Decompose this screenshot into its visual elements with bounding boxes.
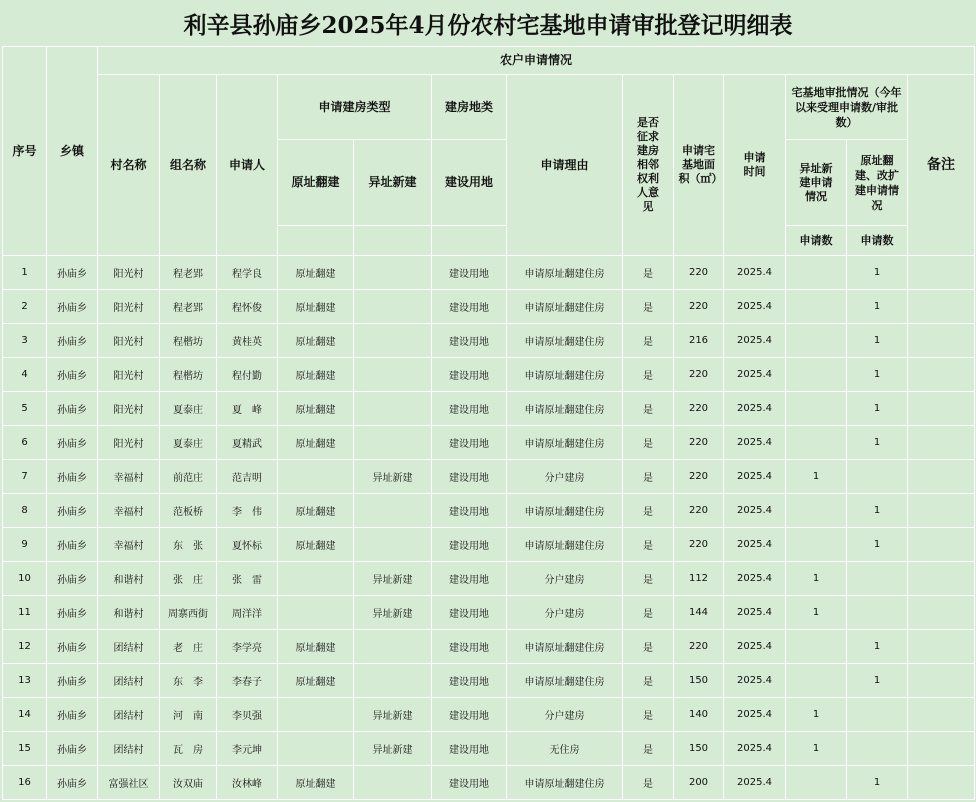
row-neighbor-consent[interactable]: 是 <box>623 494 674 528</box>
row-land-class[interactable]: 建设用地 <box>432 596 507 630</box>
row-seq[interactable]: 12 <box>3 630 47 664</box>
row-group[interactable]: 范板桥 <box>160 494 217 528</box>
row-remarks[interactable] <box>908 562 975 596</box>
row-area[interactable]: 220 <box>674 494 724 528</box>
table-row <box>3 698 975 732</box>
row-group[interactable]: 河 南 <box>160 698 217 732</box>
table-body <box>3 256 975 800</box>
row-new-site[interactable] <box>354 324 432 358</box>
row-remarks[interactable] <box>908 732 975 766</box>
row-seq[interactable]: 3 <box>3 324 47 358</box>
header-build-type: 申请建房类型 <box>278 75 432 140</box>
row-seq[interactable]: 8 <box>3 494 47 528</box>
header-area: 申请宅基地面积（㎡） <box>674 75 724 256</box>
row-reason[interactable]: 分户建房 <box>507 698 623 732</box>
row-area[interactable]: 140 <box>674 698 724 732</box>
row-applicant[interactable]: 李春子 <box>217 664 278 698</box>
row-remarks[interactable] <box>908 698 975 732</box>
row-new-site[interactable] <box>354 426 432 460</box>
row-new-site[interactable]: 异址新建 <box>354 460 432 494</box>
table-row <box>3 630 975 664</box>
row-new-site[interactable] <box>354 664 432 698</box>
row-seq[interactable]: 9 <box>3 528 47 562</box>
row-applicant[interactable]: 周洋洋 <box>217 596 278 630</box>
header-approval-group: 宅基地审批情况（今年以来受理申请数/审批数） <box>786 75 908 140</box>
row-rebuild[interactable] <box>278 732 354 766</box>
row-applicant[interactable]: 李 伟 <box>217 494 278 528</box>
row-approval-rebuild[interactable] <box>847 460 908 494</box>
header-count-rebuild: 申请数 <box>847 226 908 256</box>
row-area[interactable]: 220 <box>674 290 724 324</box>
table-row <box>3 732 975 766</box>
row-approval-new[interactable] <box>786 630 847 664</box>
row-group[interactable]: 前范庄 <box>160 460 217 494</box>
header-count-new: 申请数 <box>786 226 847 256</box>
row-time[interactable]: 2025.4 <box>724 766 786 800</box>
row-time[interactable]: 2025.4 <box>724 562 786 596</box>
row-applicant[interactable]: 黄桂英 <box>217 324 278 358</box>
row-reason[interactable]: 申请原址翻建住房 <box>507 528 623 562</box>
row-applicant[interactable]: 汝林峰 <box>217 766 278 800</box>
row-seq[interactable]: 11 <box>3 596 47 630</box>
row-group[interactable]: 程楷坊 <box>160 358 217 392</box>
row-approval-new[interactable] <box>786 528 847 562</box>
row-rebuild[interactable]: 原址翻建 <box>278 256 354 290</box>
row-village[interactable]: 幸福村 <box>98 528 160 562</box>
row-approval-rebuild[interactable]: 1 <box>847 324 908 358</box>
row-time[interactable]: 2025.4 <box>724 664 786 698</box>
row-village[interactable]: 阳光村 <box>98 426 160 460</box>
row-neighbor-consent[interactable]: 是 <box>623 698 674 732</box>
row-seq[interactable]: 13 <box>3 664 47 698</box>
registration-table <box>2 46 975 800</box>
row-township[interactable]: 孙庙乡 <box>47 664 98 698</box>
row-remarks[interactable] <box>908 324 975 358</box>
row-township[interactable]: 孙庙乡 <box>47 630 98 664</box>
row-applicant[interactable]: 程怀俊 <box>217 290 278 324</box>
header-rebuild: 原址翻建 <box>278 140 354 226</box>
header-village: 村名称 <box>98 75 160 256</box>
row-applicant[interactable]: 程学良 <box>217 256 278 290</box>
table-row <box>3 460 975 494</box>
row-remarks[interactable] <box>908 630 975 664</box>
header-reason: 申请理由 <box>507 75 623 256</box>
row-land-class[interactable]: 建设用地 <box>432 426 507 460</box>
header-land-class-value: 建设用地 <box>432 140 507 226</box>
row-approval-new[interactable] <box>786 766 847 800</box>
row-group[interactable]: 程楷坊 <box>160 324 217 358</box>
table-row <box>3 596 975 630</box>
row-area[interactable]: 216 <box>674 324 724 358</box>
row-remarks[interactable] <box>908 494 975 528</box>
row-reason[interactable]: 分户建房 <box>507 460 623 494</box>
table-row <box>3 766 975 800</box>
row-reason[interactable]: 申请原址翻建住房 <box>507 630 623 664</box>
row-remarks[interactable] <box>908 596 975 630</box>
row-neighbor-consent[interactable]: 是 <box>623 324 674 358</box>
row-seq[interactable]: 7 <box>3 460 47 494</box>
row-applicant[interactable]: 张 雷 <box>217 562 278 596</box>
row-land-class[interactable]: 建设用地 <box>432 290 507 324</box>
row-township[interactable]: 孙庙乡 <box>47 698 98 732</box>
row-land-class[interactable]: 建设用地 <box>432 732 507 766</box>
row-applicant[interactable]: 李元坤 <box>217 732 278 766</box>
row-applicant[interactable]: 李学亮 <box>217 630 278 664</box>
row-remarks[interactable] <box>908 290 975 324</box>
row-reason[interactable]: 无住房 <box>507 732 623 766</box>
header-neighbor-consent: 是否征求建房相邻权利人意见 <box>623 75 674 256</box>
row-new-site[interactable]: 异址新建 <box>354 698 432 732</box>
header-group: 组名称 <box>160 75 217 256</box>
header-land-class: 建房地类 <box>432 75 507 140</box>
table-header <box>3 47 975 256</box>
row-village[interactable]: 团结村 <box>98 664 160 698</box>
row-village[interactable]: 阳光村 <box>98 392 160 426</box>
row-approval-new[interactable]: 1 <box>786 732 847 766</box>
row-time[interactable]: 2025.4 <box>724 256 786 290</box>
row-new-site[interactable]: 异址新建 <box>354 562 432 596</box>
row-new-site[interactable]: 异址新建 <box>354 596 432 630</box>
row-neighbor-consent[interactable]: 是 <box>623 426 674 460</box>
row-village[interactable]: 团结村 <box>98 732 160 766</box>
row-time[interactable]: 2025.4 <box>724 596 786 630</box>
row-reason[interactable]: 申请原址翻建住房 <box>507 426 623 460</box>
header-applicant: 申请人 <box>217 75 278 256</box>
row-village[interactable]: 阳光村 <box>98 290 160 324</box>
row-time[interactable]: 2025.4 <box>724 358 786 392</box>
row-remarks[interactable] <box>908 426 975 460</box>
row-village[interactable]: 阳光村 <box>98 256 160 290</box>
table-row <box>3 290 975 324</box>
row-neighbor-consent[interactable]: 是 <box>623 664 674 698</box>
row-village[interactable]: 和谐村 <box>98 596 160 630</box>
row-seq[interactable]: 10 <box>3 562 47 596</box>
row-time[interactable]: 2025.4 <box>724 732 786 766</box>
row-village[interactable]: 阳光村 <box>98 358 160 392</box>
row-seq[interactable]: 16 <box>3 766 47 800</box>
row-applicant[interactable]: 程付勤 <box>217 358 278 392</box>
row-remarks[interactable] <box>908 392 975 426</box>
row-neighbor-consent[interactable]: 是 <box>623 528 674 562</box>
row-time[interactable]: 2025.4 <box>724 460 786 494</box>
row-approval-new[interactable] <box>786 494 847 528</box>
row-applicant[interactable]: 夏 峰 <box>217 392 278 426</box>
row-reason[interactable]: 申请原址翻建住房 <box>507 664 623 698</box>
row-approval-new[interactable] <box>786 290 847 324</box>
row-neighbor-consent[interactable]: 是 <box>623 256 674 290</box>
row-new-site[interactable] <box>354 494 432 528</box>
row-applicant[interactable]: 夏怀标 <box>217 528 278 562</box>
row-reason[interactable]: 申请原址翻建住房 <box>507 324 623 358</box>
row-rebuild[interactable] <box>278 596 354 630</box>
row-township[interactable]: 孙庙乡 <box>47 392 98 426</box>
row-township[interactable]: 孙庙乡 <box>47 324 98 358</box>
row-seq[interactable]: 4 <box>3 358 47 392</box>
row-land-class[interactable]: 建设用地 <box>432 392 507 426</box>
row-approval-rebuild[interactable]: 1 <box>847 494 908 528</box>
table-row <box>3 324 975 358</box>
row-group[interactable]: 瓦 房 <box>160 732 217 766</box>
row-approval-new[interactable] <box>786 256 847 290</box>
row-neighbor-consent[interactable]: 是 <box>623 596 674 630</box>
row-approval-rebuild[interactable]: 1 <box>847 664 908 698</box>
row-group[interactable]: 夏泰庄 <box>160 392 217 426</box>
row-area[interactable]: 220 <box>674 528 724 562</box>
row-township[interactable]: 孙庙乡 <box>47 358 98 392</box>
row-area[interactable]: 220 <box>674 392 724 426</box>
row-area[interactable]: 150 <box>674 732 724 766</box>
row-approval-rebuild[interactable] <box>847 698 908 732</box>
row-area[interactable]: 220 <box>674 426 724 460</box>
row-remarks[interactable] <box>908 528 975 562</box>
row-seq[interactable]: 14 <box>3 698 47 732</box>
row-group[interactable]: 程老郢 <box>160 256 217 290</box>
row-reason[interactable]: 申请原址翻建住房 <box>507 392 623 426</box>
row-rebuild[interactable]: 原址翻建 <box>278 392 354 426</box>
row-approval-rebuild[interactable]: 1 <box>847 256 908 290</box>
row-township[interactable]: 孙庙乡 <box>47 562 98 596</box>
row-village[interactable]: 团结村 <box>98 630 160 664</box>
row-neighbor-consent[interactable]: 是 <box>623 732 674 766</box>
row-remarks[interactable] <box>908 664 975 698</box>
table-row <box>3 256 975 290</box>
header-land-spacer <box>432 226 507 256</box>
row-rebuild[interactable]: 原址翻建 <box>278 426 354 460</box>
row-time[interactable]: 2025.4 <box>724 630 786 664</box>
header-new-spacer <box>354 226 432 256</box>
row-approval-new[interactable] <box>786 426 847 460</box>
row-time[interactable]: 2025.4 <box>724 290 786 324</box>
row-village[interactable]: 团结村 <box>98 698 160 732</box>
row-township[interactable]: 孙庙乡 <box>47 732 98 766</box>
row-group[interactable]: 张 庄 <box>160 562 217 596</box>
row-time[interactable]: 2025.4 <box>724 528 786 562</box>
row-new-site[interactable] <box>354 290 432 324</box>
row-reason[interactable]: 申请原址翻建住房 <box>507 290 623 324</box>
row-reason[interactable]: 分户建房 <box>507 596 623 630</box>
row-area[interactable]: 112 <box>674 562 724 596</box>
row-neighbor-consent[interactable]: 是 <box>623 766 674 800</box>
header-township: 乡镇 <box>47 47 98 256</box>
row-reason[interactable]: 分户建房 <box>507 562 623 596</box>
row-rebuild[interactable]: 原址翻建 <box>278 630 354 664</box>
row-approval-rebuild[interactable]: 1 <box>847 630 908 664</box>
row-time[interactable]: 2025.4 <box>724 426 786 460</box>
row-rebuild[interactable]: 原址翻建 <box>278 766 354 800</box>
row-remarks[interactable] <box>908 358 975 392</box>
table-row <box>3 426 975 460</box>
table-row <box>3 664 975 698</box>
row-rebuild[interactable]: 原址翻建 <box>278 324 354 358</box>
row-new-site[interactable] <box>354 358 432 392</box>
row-approval-rebuild[interactable] <box>847 596 908 630</box>
row-approval-new[interactable] <box>786 324 847 358</box>
row-approval-rebuild[interactable]: 1 <box>847 392 908 426</box>
row-reason[interactable]: 申请原址翻建住房 <box>507 494 623 528</box>
row-approval-new[interactable]: 1 <box>786 698 847 732</box>
row-time[interactable]: 2025.4 <box>724 494 786 528</box>
header-approval-rebuild: 原址翻建、改扩建申请情况 <box>847 140 908 226</box>
row-rebuild[interactable] <box>278 562 354 596</box>
row-neighbor-consent[interactable]: 是 <box>623 460 674 494</box>
row-reason[interactable]: 申请原址翻建住房 <box>507 766 623 800</box>
row-time[interactable]: 2025.4 <box>724 698 786 732</box>
row-new-site[interactable]: 异址新建 <box>354 732 432 766</box>
header-approval-new: 异址新建申请情况 <box>786 140 847 226</box>
row-land-class[interactable]: 建设用地 <box>432 358 507 392</box>
row-approval-new[interactable]: 1 <box>786 596 847 630</box>
row-time[interactable]: 2025.4 <box>724 324 786 358</box>
row-new-site[interactable] <box>354 630 432 664</box>
row-seq[interactable]: 15 <box>3 732 47 766</box>
row-remarks[interactable] <box>908 460 975 494</box>
row-village[interactable]: 阳光村 <box>98 324 160 358</box>
table-row <box>3 528 975 562</box>
row-land-class[interactable]: 建设用地 <box>432 664 507 698</box>
row-land-class[interactable]: 建设用地 <box>432 256 507 290</box>
row-group[interactable]: 东 李 <box>160 664 217 698</box>
row-group[interactable]: 夏泰庄 <box>160 426 217 460</box>
row-rebuild[interactable]: 原址翻建 <box>278 664 354 698</box>
table-row <box>3 494 975 528</box>
row-new-site[interactable] <box>354 392 432 426</box>
row-land-class[interactable]: 建设用地 <box>432 698 507 732</box>
row-area[interactable]: 220 <box>674 460 724 494</box>
row-village[interactable]: 富强社区 <box>98 766 160 800</box>
row-approval-new[interactable]: 1 <box>786 460 847 494</box>
row-approval-rebuild[interactable]: 1 <box>847 358 908 392</box>
row-land-class[interactable]: 建设用地 <box>432 766 507 800</box>
row-applicant[interactable]: 范吉明 <box>217 460 278 494</box>
row-new-site[interactable] <box>354 528 432 562</box>
row-neighbor-consent[interactable]: 是 <box>623 290 674 324</box>
row-rebuild[interactable]: 原址翻建 <box>278 358 354 392</box>
row-area[interactable]: 200 <box>674 766 724 800</box>
row-approval-rebuild[interactable]: 1 <box>847 766 908 800</box>
row-time[interactable]: 2025.4 <box>724 392 786 426</box>
row-neighbor-consent[interactable]: 是 <box>623 562 674 596</box>
row-township[interactable]: 孙庙乡 <box>47 528 98 562</box>
row-approval-new[interactable] <box>786 664 847 698</box>
header-new-site: 异址新建 <box>354 140 432 226</box>
row-approval-new[interactable] <box>786 358 847 392</box>
row-township[interactable]: 孙庙乡 <box>47 460 98 494</box>
row-seq[interactable]: 2 <box>3 290 47 324</box>
table-row <box>3 562 975 596</box>
row-new-site[interactable] <box>354 766 432 800</box>
row-township[interactable]: 孙庙乡 <box>47 426 98 460</box>
page-title: 利辛县孙庙乡2025年4月份农村宅基地申请审批登记明细表 <box>0 0 976 46</box>
row-remarks[interactable] <box>908 766 975 800</box>
row-group[interactable]: 程老郢 <box>160 290 217 324</box>
row-applicant[interactable]: 李贝强 <box>217 698 278 732</box>
row-group[interactable]: 东 张 <box>160 528 217 562</box>
row-approval-rebuild[interactable]: 1 <box>847 528 908 562</box>
row-township[interactable]: 孙庙乡 <box>47 766 98 800</box>
row-approval-new[interactable] <box>786 392 847 426</box>
row-rebuild[interactable]: 原址翻建 <box>278 528 354 562</box>
row-township[interactable]: 孙庙乡 <box>47 256 98 290</box>
row-approval-rebuild[interactable] <box>847 732 908 766</box>
row-land-class[interactable]: 建设用地 <box>432 528 507 562</box>
row-approval-new[interactable]: 1 <box>786 562 847 596</box>
header-seq: 序号 <box>3 47 47 256</box>
header-applicant-group: 农户申请情况 <box>98 47 975 75</box>
row-neighbor-consent[interactable]: 是 <box>623 630 674 664</box>
row-seq[interactable]: 6 <box>3 426 47 460</box>
row-rebuild[interactable] <box>278 698 354 732</box>
row-township[interactable]: 孙庙乡 <box>47 596 98 630</box>
row-neighbor-consent[interactable]: 是 <box>623 392 674 426</box>
table-row <box>3 358 975 392</box>
row-neighbor-consent[interactable]: 是 <box>623 358 674 392</box>
header-rebuild-spacer <box>278 226 354 256</box>
row-township[interactable]: 孙庙乡 <box>47 290 98 324</box>
row-rebuild[interactable] <box>278 460 354 494</box>
row-reason[interactable]: 申请原址翻建住房 <box>507 358 623 392</box>
table-row <box>3 392 975 426</box>
row-applicant[interactable]: 夏精武 <box>217 426 278 460</box>
row-group[interactable]: 老 庄 <box>160 630 217 664</box>
row-area[interactable]: 220 <box>674 358 724 392</box>
row-seq[interactable]: 5 <box>3 392 47 426</box>
row-area[interactable]: 150 <box>674 664 724 698</box>
header-remarks: 备注 <box>908 75 975 256</box>
row-remarks[interactable] <box>908 256 975 290</box>
row-township[interactable]: 孙庙乡 <box>47 494 98 528</box>
row-rebuild[interactable]: 原址翻建 <box>278 494 354 528</box>
header-time: 申请时间 <box>724 75 786 256</box>
row-land-class[interactable]: 建设用地 <box>432 494 507 528</box>
row-group[interactable]: 周寨西街 <box>160 596 217 630</box>
row-area[interactable]: 220 <box>674 630 724 664</box>
row-area[interactable]: 220 <box>674 256 724 290</box>
row-rebuild[interactable]: 原址翻建 <box>278 290 354 324</box>
row-village[interactable]: 和谐村 <box>98 562 160 596</box>
row-reason[interactable]: 申请原址翻建住房 <box>507 256 623 290</box>
row-land-class[interactable]: 建设用地 <box>432 630 507 664</box>
row-group[interactable]: 汝双庙 <box>160 766 217 800</box>
row-approval-rebuild[interactable]: 1 <box>847 426 908 460</box>
row-land-class[interactable]: 建设用地 <box>432 324 507 358</box>
row-village[interactable]: 幸福村 <box>98 460 160 494</box>
row-new-site[interactable] <box>354 256 432 290</box>
row-seq[interactable]: 1 <box>3 256 47 290</box>
row-approval-rebuild[interactable] <box>847 562 908 596</box>
row-land-class[interactable]: 建设用地 <box>432 460 507 494</box>
row-village[interactable]: 幸福村 <box>98 494 160 528</box>
row-area[interactable]: 144 <box>674 596 724 630</box>
row-land-class[interactable]: 建设用地 <box>432 562 507 596</box>
row-approval-rebuild[interactable]: 1 <box>847 290 908 324</box>
